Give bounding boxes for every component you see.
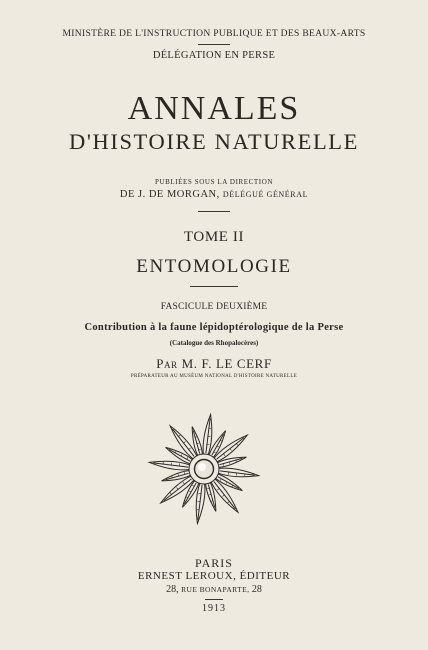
ornament-ray [217,468,259,477]
work-subtitle: (Catalogue des Rhopalocères) [169,339,259,347]
imprint-publisher: ERNEST LEROUX, ÉDITEUR [137,570,291,582]
main-title: ANNALES [127,90,301,127]
imprint-rule [205,599,223,600]
director-role: DÉLÉGUÉ GÉNÉRAL [222,190,309,199]
radiating-star-ornament-icon [146,411,262,527]
direction-line: PUBLIÉES SOUS LA DIRECTION [154,178,274,186]
imprint-address [0,584,428,595]
author-name: M. F. LE CERF [181,356,272,371]
director-name: DE J. DE MORGAN, [119,189,220,200]
ministry-line: MINISTÈRE DE L'INSTRUCTION PUBLIQUE ET DES BEAUX-ARTS [62,28,366,39]
delegation-line: DÉLÉGATION EN PERSE [152,50,276,61]
author-affiliation: PRÉPARATEUR AU MUSÉUM NATIONAL D'HISTOIRE NATURELLE [130,374,298,379]
author-line [0,356,428,372]
address-number-end: 28 [251,584,262,595]
fascicle-label: FASCICULE DEUXIÈME [160,302,268,312]
author-prefix: Par [156,356,178,371]
ornament-ray [149,461,191,470]
address-street: RUE BONAPARTE, [181,585,250,594]
ornament-ray [196,482,205,524]
imprint-year: 1913 [202,603,226,614]
address-number: 28, [166,584,179,595]
discipline-rule [190,286,238,287]
work-title: Contribution à la faune lépidoptérologique de la Perse [84,322,344,333]
tome-label: TOME II [183,229,245,245]
ornament-ray [203,414,212,456]
sub-title: D'HISTOIRE NATURELLE [69,129,359,154]
ornament-sun-core [198,463,206,471]
discipline-title: ENTOMOLOGIE [136,256,292,277]
direction-rule [198,211,230,212]
imprint-city: PARIS [195,556,233,570]
header-rule [198,44,230,45]
director-line [0,189,428,200]
